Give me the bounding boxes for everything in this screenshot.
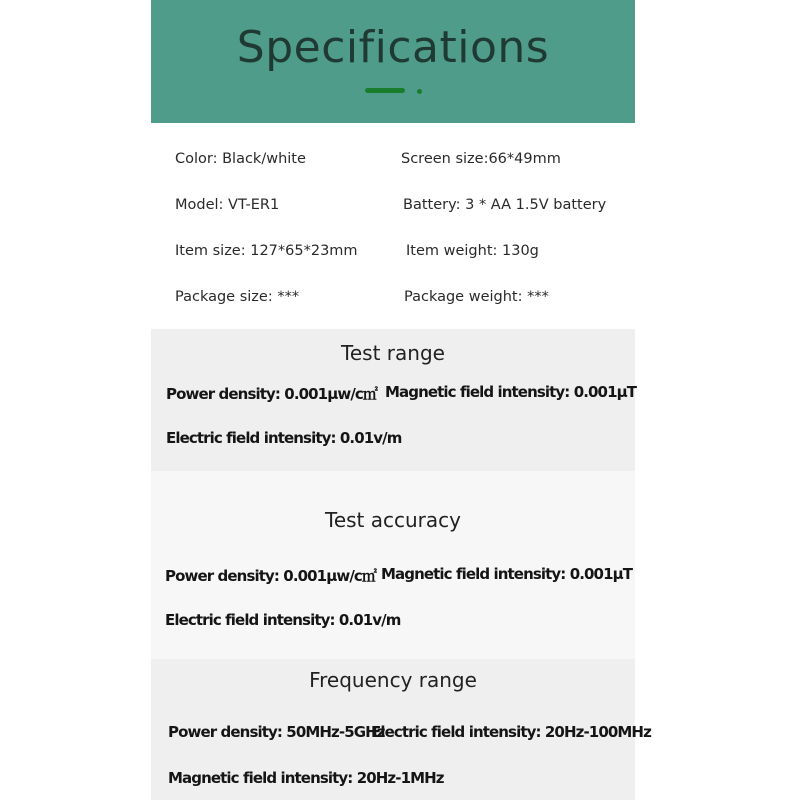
test-range-electric-field: Electric field intensity: 0.01v/m bbox=[166, 429, 402, 447]
test-range-title: Test range bbox=[341, 341, 445, 365]
test-accuracy-electric-field: Electric field intensity: 0.01v/m bbox=[165, 611, 401, 629]
test-accuracy-section bbox=[151, 471, 635, 659]
title-underline bbox=[365, 88, 405, 93]
test-accuracy-power-density: Power density: 0.001μw/c㎡ bbox=[165, 567, 376, 585]
spec-model: Model: VT-ER1 bbox=[175, 197, 280, 213]
spec-page bbox=[151, 0, 651, 800]
spec-package-weight: Package weight: *** bbox=[404, 289, 549, 305]
spec-item-weight: Item weight: 130g bbox=[406, 243, 539, 259]
frequency-range-section bbox=[151, 659, 651, 800]
test-range-magnetic-field: Magnetic field intensity: 0.001μT bbox=[385, 383, 637, 401]
test-accuracy-magnetic-field: Magnetic field intensity: 0.001μT bbox=[381, 565, 633, 583]
frequency-range-magnetic-field: Magnetic field intensity: 20Hz-1MHz bbox=[168, 769, 444, 787]
test-range-power-density: Power density: 0.001μw/c㎡ bbox=[166, 385, 377, 403]
frequency-range-title: Frequency range bbox=[309, 668, 477, 692]
page-title: Specifications bbox=[236, 22, 550, 73]
spec-battery: Battery: 3 * AA 1.5V battery bbox=[403, 197, 607, 213]
spec-screen-size: Screen size:66*49mm bbox=[401, 151, 561, 167]
spec-item-size: Item size: 127*65*23mm bbox=[175, 243, 358, 259]
header-banner bbox=[151, 0, 635, 123]
basic-specs-section bbox=[151, 123, 635, 329]
spec-color: Color: Black/white bbox=[175, 151, 306, 167]
test-range-section bbox=[151, 329, 635, 471]
spec-package-size: Package size: *** bbox=[175, 289, 300, 305]
frequency-range-power-density: Power density: 50MHz-5GHz bbox=[168, 723, 385, 741]
test-accuracy-title: Test accuracy bbox=[325, 508, 461, 532]
frequency-range-electric-field: Electric field intensity: 20Hz-100MHz bbox=[371, 723, 651, 741]
title-dot bbox=[417, 89, 422, 94]
